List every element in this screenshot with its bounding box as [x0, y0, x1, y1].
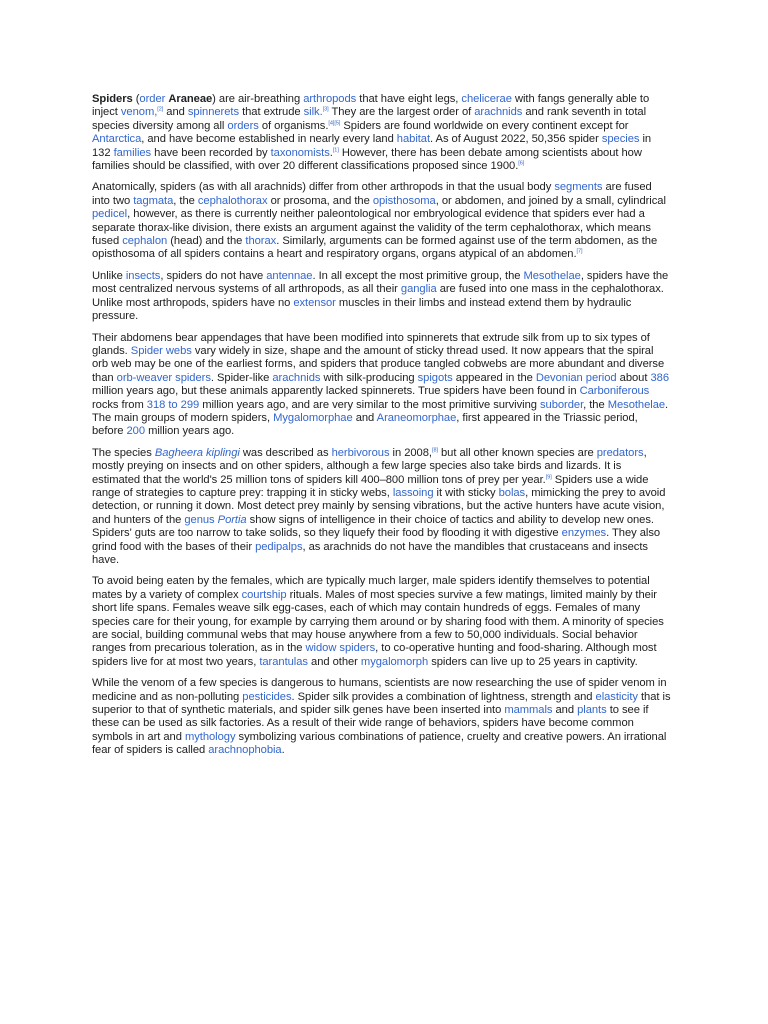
link-devonian-period[interactable]: Devonian period: [535, 371, 617, 384]
link-genus[interactable]: genus: [184, 513, 215, 526]
link-lassoing[interactable]: lassoing: [392, 486, 434, 499]
link-mammals[interactable]: mammals: [504, 704, 553, 717]
text-run: Unlike: [92, 269, 126, 282]
text-run: or prosoma, and the: [267, 194, 373, 207]
text-run: show signs of intelligence in their choice of tactics and ability to develop new ones. Spiders' guts are too narrow to take solids, so they liquefy their food by flooding it with digestive: [92, 513, 654, 540]
link-tagmata[interactable]: tagmata: [133, 194, 174, 207]
citation-link[interactable]: [9]: [545, 473, 552, 480]
text-run: about: [616, 371, 651, 384]
link-araneomorphae[interactable]: Araneomorphae: [376, 411, 457, 424]
text-run: was described as: [239, 446, 332, 459]
text-run: , as arachnids do not have the mandibles that crustaceans and insects have.: [92, 540, 648, 566]
text-run: to see if these can be used as silk factories. As a result of their wide range of behaviors, spiders have become common symbols in art and: [92, 704, 649, 743]
text-run: of organisms.: [258, 119, 329, 132]
text-run: ) are air-breathing: [212, 93, 304, 105]
text-run: but all other known species are: [437, 446, 597, 459]
text-run: that extrude: [239, 106, 304, 119]
text-run: and other: [307, 655, 361, 668]
text-run: , first appeared in the Triassic period, before: [92, 411, 638, 438]
link-predators[interactable]: predators: [596, 446, 644, 459]
text-run: . The main groups of modern spiders,: [92, 398, 669, 424]
text-run: in 132: [92, 133, 652, 159]
text-run: vary widely in size, shape and the amount of sticky thread used. It now appears that the spiral orb web may be one of the earliest forms, and spiders that produce tangled cobwebs are more abundant and diverse than: [92, 344, 665, 384]
link-arachnids[interactable]: arachnids: [474, 106, 523, 119]
text-run: (head) and the: [167, 235, 246, 248]
text-run: muscles in their limbs and instead extend them by hydraulic pressure.: [92, 296, 632, 323]
link-bolas[interactable]: bolas: [498, 486, 526, 499]
link-bagheera-kiplingi[interactable]: [155, 447, 240, 459]
link-habitat[interactable]: habitat: [396, 133, 431, 146]
text-run: symbolizing various combinations of patience, cruelty and creative powers. An irrational fear of spiders is called: [92, 730, 667, 757]
text-run: , spiders do not have: [160, 269, 267, 282]
text-run: Anatomically, spiders (as with all arachnids) differ from other arthropods in that the usual body: [92, 181, 555, 194]
text-run: . In all except the most primitive group, the: [312, 269, 524, 282]
text-run: , however, as there is currently neither paleontological nor embryological evidence that spiders ever had a separate thorax-like division, there exists an argument against the validity of the term cephalothorax, which means fused: [92, 208, 651, 248]
text-run: . As of August 2022, 50,356 spider: [430, 133, 602, 146]
text-run: have been recorded by: [151, 146, 271, 159]
link-spigots[interactable]: spigots: [417, 371, 453, 384]
text-run: , or abdomen, and joined by a small, cylindrical: [435, 194, 666, 207]
link-mesothelae[interactable]: Mesothelae: [607, 398, 666, 411]
paragraph-2: [92, 181, 672, 261]
text-run: (: [132, 93, 140, 105]
text-run: that is superior to that of synthetic materials, and spider silk genes have been inserted into: [92, 690, 671, 717]
paragraph-1: [92, 93, 672, 173]
text-run: it with sticky: [433, 486, 499, 499]
text-run: million years ago.: [145, 425, 235, 438]
link-ganglia[interactable]: ganglia: [400, 283, 437, 296]
text-run: , spiders have the most centralized nervous systems of all arthropods, as all their: [92, 269, 669, 296]
link-insects[interactable]: insects: [125, 269, 161, 282]
text-run: , and have become established in nearly every land: [141, 133, 397, 146]
text-run: However, there has been debate among scientists about how families should be classified, with over 20 different classifications proposed since 1900.: [92, 146, 642, 173]
link-carboniferous[interactable]: Carboniferous: [579, 385, 650, 398]
citation-link[interactable]: [2]: [157, 106, 164, 113]
italic-text: Bagheera kiplingi: [154, 446, 240, 459]
link-silk[interactable]: silk.: [303, 106, 323, 119]
citation-link[interactable]: [3]: [322, 106, 329, 113]
paragraph-7: [92, 677, 672, 757]
text-run: Spiders are found worldwide on every continent except for: [340, 119, 629, 132]
link-mygalomorph[interactable]: mygalomorph: [360, 655, 429, 668]
italic-text: Portia: [217, 513, 247, 526]
text-run: . Spider-like: [210, 371, 273, 384]
link-courtship[interactable]: courtship: [241, 588, 287, 601]
text-run: are fused into two: [92, 181, 652, 207]
text-run: million years ago, and are very similar to the most primitive surviving: [199, 398, 540, 411]
link-spinnerets[interactable]: spinnerets: [187, 106, 240, 119]
text-run: and: [163, 106, 188, 119]
link-mesothelae[interactable]: Mesothelae: [523, 269, 581, 282]
link-venom[interactable]: venom,: [120, 106, 158, 119]
text-run: . Spider silk provides a combination of lightness, strength and: [291, 690, 596, 703]
citation-link[interactable]: [8]: [431, 447, 438, 454]
link-segments[interactable]: segments: [554, 181, 603, 194]
link-chelicerae[interactable]: chelicerae: [461, 93, 512, 105]
text-run: with fangs generally able to inject: [92, 93, 650, 119]
text-run: While the venom of a few species is dangerous to humans, scientists are now researching the use of spider venom in medicine and as non-polluting: [92, 677, 667, 703]
link-pedipalps[interactable]: pedipalps: [255, 540, 303, 553]
link-taxonomists[interactable]: taxonomists: [270, 146, 330, 159]
link-antennae[interactable]: antennae: [266, 269, 313, 282]
text-run: rituals. Males of most species survive a few matings, limited mainly by their short life spans. Females weave silk egg-cases, each of which may contain hundreds of eggs. Females of many species care for their young, for example by carrying them around or by sharing food with them. A minority of species are social, building communal webs that may house anywhere from a few to 50,000 individuals. Social behavior ranges from precarious toleration, as in the: [92, 588, 664, 655]
link-318-to-299[interactable]: 318 to 299: [146, 398, 200, 411]
link-spider-webs[interactable]: Spider webs: [130, 344, 192, 357]
link-widow-spiders[interactable]: widow spiders: [305, 642, 376, 655]
text-run: . Similarly, arguments can be formed against use of the term abdomen, as the opisthosoma of all spiders contains a heart and respiratory organs, organs atypical of an abdomen.: [92, 235, 658, 261]
text-run: and: [552, 704, 578, 717]
link-arachnids[interactable]: arachnids: [272, 371, 321, 384]
link-200[interactable]: 200: [126, 425, 146, 438]
text-run: appeared in the: [452, 371, 536, 384]
link-antarctica[interactable]: Antarctica: [92, 133, 142, 146]
text-run: , the: [583, 398, 608, 411]
text-run: , to co-operative hunting and food-sharing. Although most spiders live for at most two years,: [92, 642, 657, 668]
link-orders[interactable]: orders: [227, 119, 259, 132]
text-run: Spiders use a wide range of strategies to capture prey: trapping it in sticky webs,: [92, 473, 649, 499]
text-run: They are the largest order of: [328, 106, 475, 119]
citation-link[interactable]: [1]: [332, 146, 339, 153]
link-families[interactable]: families: [113, 146, 152, 159]
link-suborder[interactable]: suborder: [539, 398, 584, 411]
bold-term: Araneae: [168, 93, 213, 105]
text-run: , mimicking the prey to avoid detection, or running it down. Most detect prey mainly by sensing vibrations, but the active hunters have acute vision, and hunters of the: [92, 486, 666, 526]
link-opisthosoma[interactable]: opisthosoma: [372, 194, 436, 207]
link-portia[interactable]: [218, 514, 247, 526]
link-plants[interactable]: plants: [577, 704, 607, 717]
text-run: .: [329, 146, 333, 159]
paragraph-6: [92, 575, 672, 669]
link-extensor[interactable]: extensor: [293, 296, 336, 309]
link-tarantulas[interactable]: tarantulas: [259, 655, 308, 668]
link-cephalon[interactable]: cephalon: [122, 235, 168, 248]
link-species[interactable]: species: [601, 133, 640, 146]
text-run: and: [352, 411, 377, 424]
link-elasticity[interactable]: elasticity: [595, 690, 638, 703]
text-run: The species: [92, 446, 155, 459]
text-run: .: [281, 744, 285, 757]
text-run: with silk-producing: [320, 371, 418, 384]
citation-link[interactable]: [7]: [576, 248, 583, 255]
text-run: Their abdomens bear appendages that have been modified into spinnerets that extrude silk from up to six types of glands.: [92, 331, 650, 357]
link-pesticides[interactable]: pesticides: [242, 690, 292, 703]
article-body: [92, 93, 672, 766]
text-run: in 2008,: [389, 446, 432, 459]
link-pedicel[interactable]: pedicel: [92, 208, 128, 221]
text-run: . They also grind food with the bases of their: [92, 527, 661, 553]
bold-term: Spiders: [92, 93, 133, 105]
paragraph-3: [92, 270, 672, 324]
link-orb-weaver-spiders[interactable]: orb-weaver spiders: [116, 371, 211, 384]
link-order[interactable]: order: [139, 93, 166, 105]
text-run: , the: [173, 194, 198, 207]
text-run: To avoid being eaten by the females, which are typically much larger, male spiders identify themselves to potential mates by a variety of complex: [92, 575, 650, 601]
link-mythology[interactable]: mythology: [184, 730, 236, 743]
link-cephalothorax[interactable]: cephalothorax: [197, 194, 268, 207]
text-run: and rank seventh in total species diversity among all: [92, 106, 647, 132]
text-run: that have eight legs,: [356, 93, 462, 105]
citation-link[interactable]: [4][5]: [328, 120, 341, 127]
paragraph-4: [92, 332, 672, 439]
text-run: , mostly preying on insects and on other spiders, although a few large species also take birds and lizards. It is estimated that the world's 25 million tons of spiders kill 400–800 million tons of prey per year.: [92, 446, 647, 486]
text-run: are fused into one mass in the cephalothorax. Unlike most arthropods, spiders have no: [92, 283, 664, 309]
text-run: spiders can live up to 25 years in captivity.: [428, 655, 638, 668]
text-run: million years ago, but these animals apparently lacked spinnerets. True spiders have been found in: [92, 385, 580, 398]
link-mygalomorphae[interactable]: Mygalomorphae: [273, 411, 353, 424]
paragraph-5: [92, 447, 672, 568]
link-386[interactable]: 386: [650, 371, 669, 384]
link-arthropods[interactable]: arthropods: [303, 93, 357, 105]
link-enzymes[interactable]: enzymes: [561, 527, 607, 540]
link-arachnophobia[interactable]: arachnophobia: [208, 744, 282, 757]
citation-link[interactable]: [6]: [518, 160, 525, 167]
link-thorax[interactable]: thorax: [245, 235, 277, 248]
text-run: rocks from: [92, 398, 147, 411]
link-herbivorous[interactable]: herbivorous: [331, 446, 390, 459]
